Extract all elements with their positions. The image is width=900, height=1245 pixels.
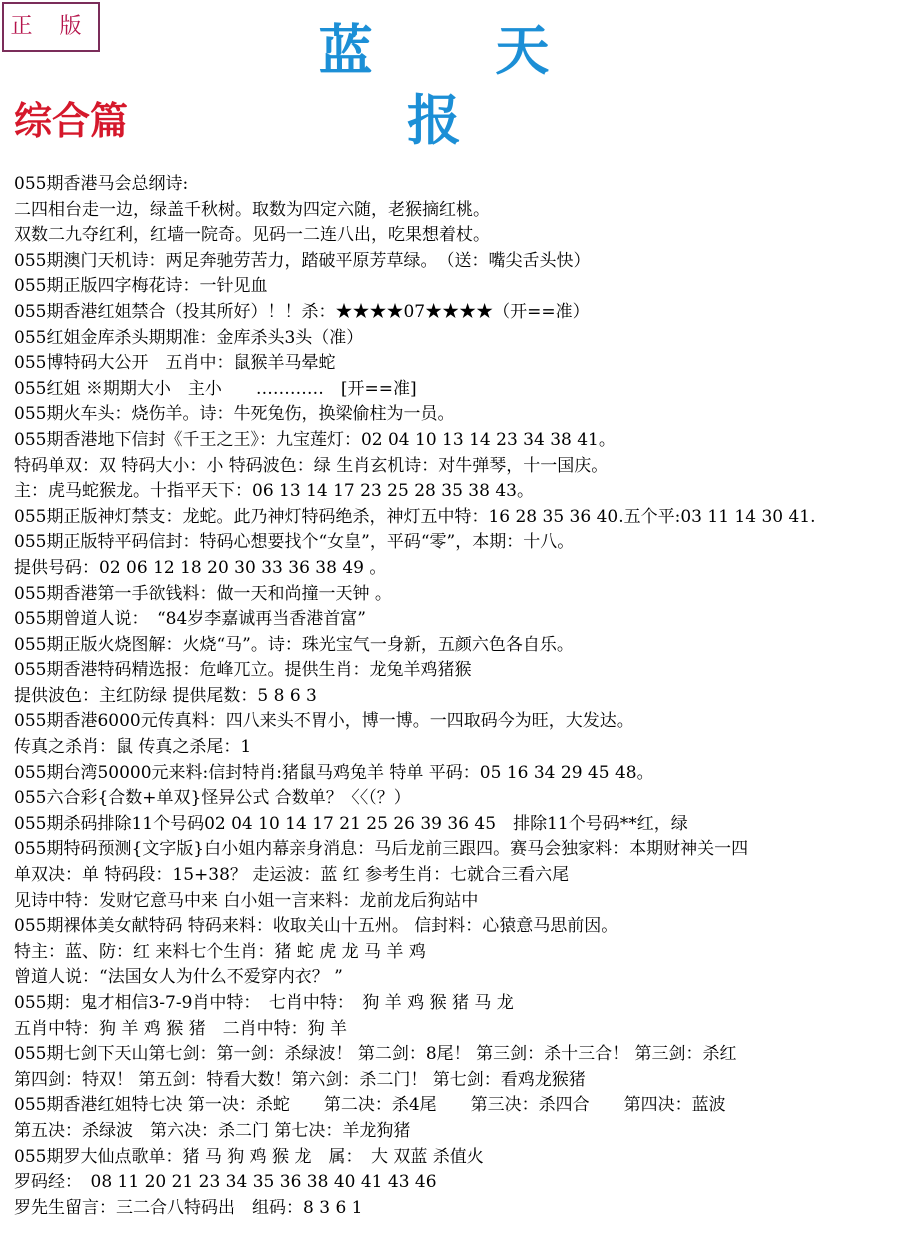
text-line: 第四剑：特双！ 第五剑：特看大数！第六剑：杀二门！ 第七剑：看鸡龙猴猪 <box>14 1069 586 1090</box>
article-body <box>14 172 894 1221</box>
text-line: 罗先生留言：三二合八特码出 组码：8 3 6 1 <box>14 1197 363 1218</box>
text-line: 055红姐金库杀头期期准：金库杀头3头（准） <box>14 327 364 348</box>
newspaper-title: 蓝 天 报 <box>318 19 602 152</box>
text-line: 提供波色：主红防绿 提供尾数：5 8 6 3 <box>14 685 317 706</box>
text-line: 055六合彩{合数+单双}怪异公式 合数单？〈〈（？） <box>14 788 411 809</box>
text-line: 五肖中特：狗 羊 鸡 猴 猪 二肖中特：狗 羊 <box>14 1018 348 1039</box>
text-line: 055期罗大仙点歌单：猪 马 狗 鸡 猴 龙 属： 大 双蓝 杀值火 <box>14 1146 484 1167</box>
text-line: 055期香港第一手欲钱料：做一天和尚撞一天钟 。 <box>14 583 392 604</box>
text-line: 055期七剑下天山第七剑：第一剑：杀绿波！ 第二剑：8尾！ 第三剑：杀十三合！ 第三剑：杀红 <box>14 1044 737 1065</box>
text-line: 055红姐 ※期期大小 主小 ………… [开==准] <box>14 378 417 399</box>
text-line: 055期香港红姐禁合（投其所好）！！杀：★★★★07★★★★（开==准） <box>14 301 590 322</box>
text-line: 055期澳门天机诗：两足奔驰劳苦力，踏破平原芳草绿。 （送：嘴尖舌头快） <box>14 250 591 271</box>
text-line: 055期香港6000元传真料：四八来头不胃小，博一博。一四取码今为旺，大发达。 <box>14 711 634 732</box>
text-line: 055期杀码排除11个号码02 04 10 14 17 21 25 26 39 36 45 排除11个号码**红，绿 <box>14 813 688 834</box>
text-line: 055期裸体美女献特码 特码来料：收取关山十五州。 信封料：心猿意马思前因。 <box>14 916 619 937</box>
edition-badge: 正 版 <box>2 2 100 52</box>
text-line: 曾道人说：“法国女人为什么不爱穿内衣？ ” <box>14 967 343 988</box>
text-line: 055期火车头：烧伤羊。诗：牛死兔伤，换梁偷柱为一员。 <box>14 404 455 425</box>
text-line: 第五决：杀绿波 第六决：杀二门 第七决：羊龙狗猪 <box>14 1120 411 1141</box>
text-line: 055期香港红姐特七决 第一决：杀蛇 第二决：杀4尾 第三决：杀四合 第四决：蓝波 <box>14 1095 726 1116</box>
text-line: 055期特码预测{文字版}白小姐内幕亲身消息：马后龙前三跟四。赛马会独家料：本期财神关一四 <box>14 839 749 860</box>
text-line: 见诗中特：发财它意马中来 白小姐一言来料：龙前龙后狗站中 <box>14 890 479 911</box>
text-line: 055期正版神灯禁支：龙蛇。此乃神灯特码绝杀，神灯五中特：16 28 35 36 40.五个平:03 11 14 30 41. <box>14 506 816 527</box>
text-line: 罗码经： 08 11 20 21 23 34 35 36 38 40 41 43 46 <box>14 1172 437 1193</box>
text-line: 055期香港特码精选报：危峰兀立。提供生肖：龙兔羊鸡猪猴 <box>14 660 472 681</box>
text-line: 055期台湾50000元来料:信封特肖:猪鼠马鸡兔羊 特单 平码：05 16 34 29 45 48。 <box>14 762 654 783</box>
text-line: 055博特码大公开 五肖中：鼠猴羊马晕蛇 <box>14 353 336 374</box>
text-line: 主：虎马蛇猴龙。十指平天下：06 13 14 17 23 25 28 35 38 43。 <box>14 481 534 502</box>
text-line: 单双决：单 特码段：15+38？ 走运波：蓝 红 参考生肖：七就合三看六尾 <box>14 865 570 886</box>
text-line: 二四相台走一边，绿盖千秋树。取数为四定六随，老猴摘红桃。 <box>14 199 490 220</box>
text-line: 055期正版特平码信封：特码心想要找个“女皇”，平码“零”，本期：十八。 <box>14 532 575 553</box>
section-title: 综合篇 <box>14 99 129 143</box>
text-line: 055期正版火烧图解：火烧“马”。诗：珠光宝气一身新，五颜六色各自乐。 <box>14 634 574 655</box>
text-line: 055期正版四字梅花诗：一针见血 <box>14 276 268 297</box>
text-line: 传真之杀肖：鼠 传真之杀尾：1 <box>14 737 252 758</box>
text-line: 055期香港马会总纲诗: <box>14 174 189 194</box>
text-line: 提供号码：02 06 12 18 20 30 33 36 38 49 。 <box>14 557 387 578</box>
text-line: 055期香港地下信封《千王之王》：九宝莲灯：02 04 10 13 14 23 34 38 41。 <box>14 429 616 450</box>
text-line: 特码单双：双 特码大小：小 特码波色：绿 生肖玄机诗：对牛弹琴，十一国庆。 <box>14 455 609 476</box>
text-line: 055期曾道人说： “84岁李嘉诚再当香港首富” <box>14 609 366 630</box>
text-line: 055期：鬼才相信3-7-9肖中特： 七肖中特： 狗 羊 鸡 猴 猪 马 龙 <box>14 993 514 1013</box>
text-line: 双数二九夺红利，红墙一院奇。见码一二连八出，吃果想着杖。 <box>14 225 490 246</box>
text-line: 特主：蓝、防：红 来料七个生肖：猪 蛇 虎 龙 马 羊 鸡 <box>14 941 426 962</box>
